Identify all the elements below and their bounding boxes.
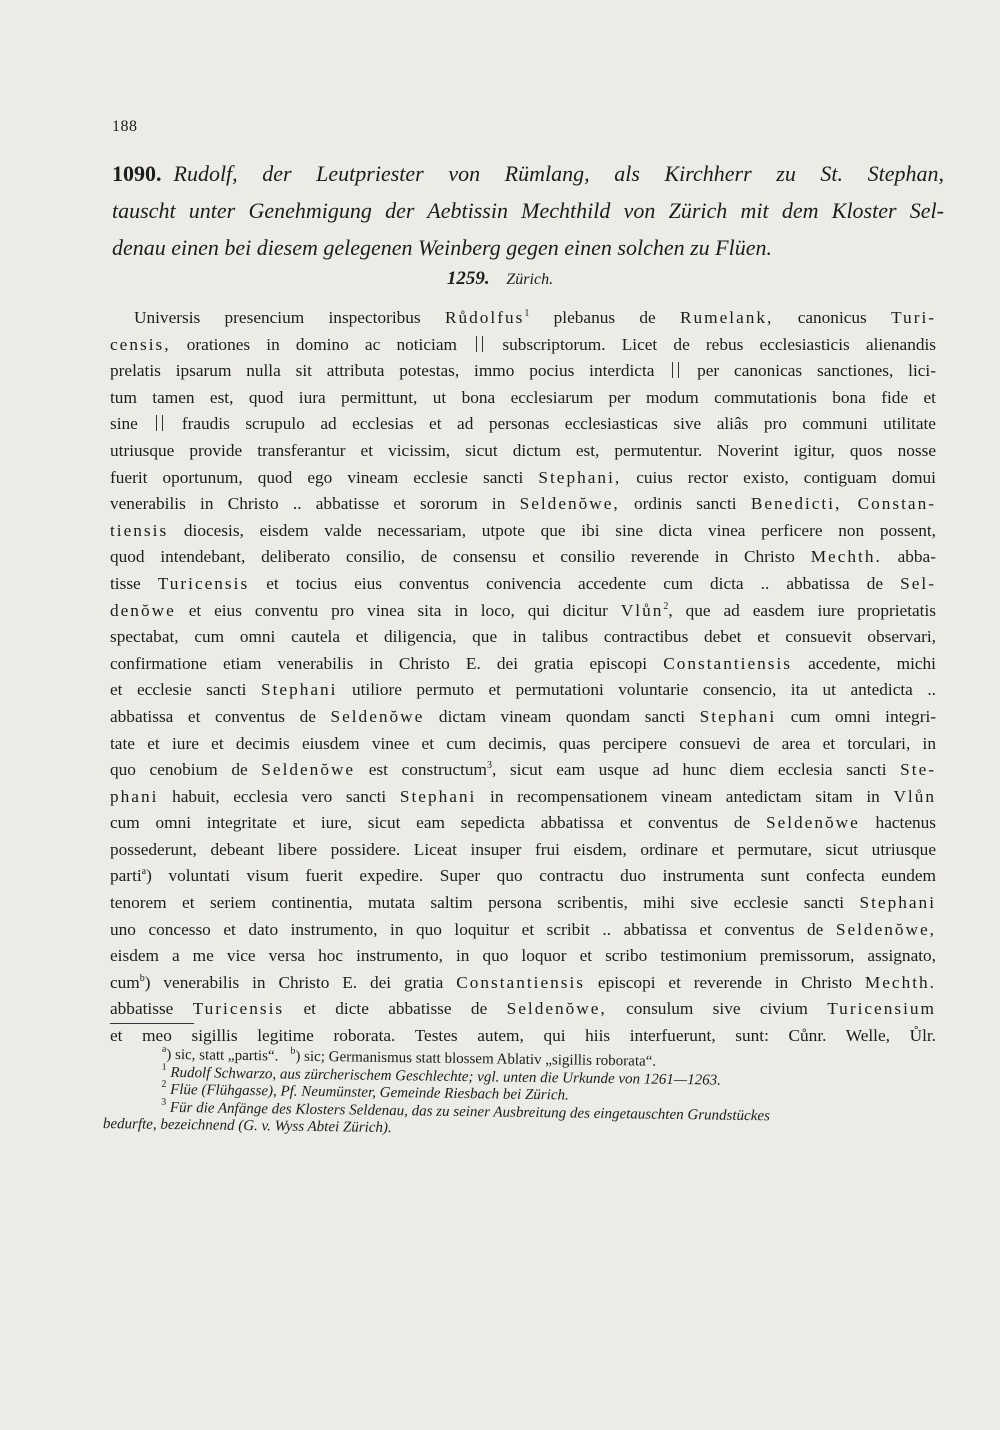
body-line xyxy=(110,677,936,704)
footnote-mark: 3 xyxy=(161,1096,167,1108)
body-line: tate et iure et decimis eiusdem vinee et cum decimis, quas percipere consuevi de area et torculari, in xyxy=(110,733,936,753)
body-line: et meo sigillis legitime roborata. Testes autem, qui hiis interfuerunt, sunt: Cůnr. Welle, Ůlr. xyxy=(110,1026,936,1046)
name-text: Sel- xyxy=(900,573,936,593)
body-text: ordinis sancti xyxy=(634,494,737,514)
body-line: utriusque provide transferantur et vicissim, sicut dictum est, permutentur. Noverint igitur, quos nosse xyxy=(110,440,936,460)
body-line xyxy=(110,757,936,784)
body-text: plebanus de xyxy=(553,308,656,327)
body-text: fuerit oportunum, quod ego vineam ecclesie sancti xyxy=(110,467,524,487)
dateline xyxy=(0,268,1000,290)
body-text: est constructum xyxy=(368,760,488,780)
body-line xyxy=(110,305,936,332)
page-number: 188 xyxy=(112,118,138,135)
document-heading xyxy=(112,155,944,266)
footnote-ref: 2 xyxy=(663,600,669,612)
body-text: orationes in domino ac noticiam xyxy=(186,334,457,354)
document-number: 1090. xyxy=(112,161,162,186)
body-text: et eius conventu pro vinea sita in loco, qui dicitur xyxy=(188,600,608,620)
body-text: per canonicas sanctiones, lici- xyxy=(697,361,936,381)
name-text: Rumelank, xyxy=(680,308,774,327)
name-text: Seldenŏwe, xyxy=(506,999,607,1019)
body-text: dictam vineam quondam sancti xyxy=(438,706,686,726)
body-text: consulum sive civium xyxy=(626,999,808,1019)
body-text: Universis presencium inspectoribus xyxy=(134,308,421,327)
name-text: phani xyxy=(110,786,159,806)
body-line: eisdem a me vice versa hoc instrumento, in quo loquor et scribo testimonium premissorum, assignato, xyxy=(110,946,936,966)
body-text: quo cenobium de xyxy=(110,760,248,780)
name-text: Stephani, xyxy=(538,467,622,487)
name-text: Stephani xyxy=(699,706,777,726)
footnote-text: bedurfte, bezeichnend (G. v. Wyss Abtei Zürich). xyxy=(102,1115,392,1137)
body-line xyxy=(110,358,936,385)
footnote-text: ) sic; Germanismus statt blossem Ablativ „sigillis roborata“. xyxy=(295,1048,657,1070)
line-break-mark xyxy=(156,415,163,431)
body-text: canonicus xyxy=(797,308,867,327)
body-text: et tocius eius conventus conivencia accedente cum dicta .. abbatissa de xyxy=(266,573,884,593)
heading-line-2: tauscht unter Genehmigung der Aebtissin Mechthild von Zürich mit dem Kloster Sel- xyxy=(112,198,944,223)
name-text: Turicensium xyxy=(827,999,936,1019)
name-text: Seldenŏwe xyxy=(765,813,860,833)
body-text: utiliore permuto et permutationi voluntarie consencio, ita ut antedicta .. xyxy=(351,680,936,700)
body-line xyxy=(110,465,936,492)
body-line xyxy=(110,332,936,359)
body-line xyxy=(110,810,936,837)
body-text: sine xyxy=(110,414,138,434)
body-text: abbatisse xyxy=(110,999,174,1019)
body-line xyxy=(110,996,936,1023)
body-line xyxy=(110,544,936,571)
name-text: Turicensis xyxy=(157,573,250,593)
name-text: Seldenŏwe xyxy=(261,760,356,780)
name-text: Benedicti, Constan- xyxy=(750,494,936,514)
footnote-divider xyxy=(110,1023,194,1024)
line-break-mark xyxy=(672,362,679,378)
body-line xyxy=(110,411,936,438)
body-line: possederunt, debeant libere possidere. Liceat insuper frui eisdem, ordinare et permutare, sicut utriusque xyxy=(110,839,936,859)
name-text: Seldenŏwe, xyxy=(519,494,620,514)
name-text: Turi- xyxy=(891,308,937,327)
body-text: accedente, michi xyxy=(808,653,936,673)
name-text: Ste- xyxy=(900,760,937,780)
body-text: ) voluntati visum fuerit expedire. Super quo contractu duo instrumenta sunt confecta eundem xyxy=(146,866,936,886)
body-text: in recompensationem vineam antedictam sitam in xyxy=(490,786,880,806)
body-text: cum xyxy=(110,972,140,992)
name-text: Turicensis xyxy=(192,999,285,1019)
footnote-mark: b xyxy=(290,1045,296,1057)
name-text: Vlůn xyxy=(893,786,936,806)
name-text: Seldenŏwe, xyxy=(835,919,936,939)
footnote-ref: 1 xyxy=(524,308,530,319)
footnote-ref: a xyxy=(141,866,147,878)
body-text: hactenus xyxy=(875,813,937,833)
footnote-ref: 3 xyxy=(487,760,493,772)
name-text: Růdolfus xyxy=(444,308,525,327)
body-line: tum tamen est, quod iura permittunt, ut bona ecclesiarum per modum commutationis bona fide et xyxy=(110,387,936,407)
body-text: abba- xyxy=(897,547,936,567)
body-line xyxy=(110,784,936,811)
body-line xyxy=(110,970,936,997)
footnote-mark: 2 xyxy=(161,1078,167,1090)
body-text: cum omni integri- xyxy=(790,706,937,726)
body-text: fraudis scrupulo ad ecclesias et ad personas ecclesiasticas sive aliâs pro communi utilitate xyxy=(181,414,936,434)
body-text: cum omni integritate et iure, sicut eam sepedicta abbatissa et conventus de xyxy=(110,813,751,833)
footnote-text: ) sic, statt „partis“. xyxy=(166,1046,279,1065)
name-text: Constantiensis xyxy=(663,653,793,673)
body-line xyxy=(110,598,936,625)
name-text: Mechth. xyxy=(810,547,882,567)
body-text: diocesis, eisdem valde necessariam, utpote que ibi sine dicta vinea perficere non possent, xyxy=(183,520,936,540)
name-text: tiensis xyxy=(110,520,169,540)
footnotes xyxy=(102,1043,944,1145)
body-text: , que ad easdem iure proprietatis xyxy=(668,600,936,620)
body-line xyxy=(110,890,936,917)
name-text: Vlůn xyxy=(620,600,664,620)
body-text: ) venerabilis in Christo E. dei gratia xyxy=(144,972,444,992)
footnote-text: Für die Anfänge des Klosters Seldenau, das zu seiner Ausbreitung des eingetauschten Grundstückes xyxy=(169,1099,771,1124)
name-text: denŏwe xyxy=(110,600,176,620)
body-text: venerabilis in Christo .. abbatisse et sororum in xyxy=(110,494,506,514)
name-text: Constantiensis xyxy=(456,972,586,992)
body-text: , sicut eam usque ad hunc diem ecclesia sancti xyxy=(492,760,887,780)
name-text: Mechth. xyxy=(864,972,936,992)
body-text: et dicte abbatisse de xyxy=(303,999,488,1019)
body-text: episcopi et reverende in Christo xyxy=(597,972,852,992)
body-line xyxy=(110,704,936,731)
body-line xyxy=(110,651,936,678)
heading-text-1: Rudolf, der Leutpriester von Rümlang, als Kirchherr zu St. Stephan, xyxy=(173,161,944,186)
body-text: tisse xyxy=(110,573,141,593)
name-text: Stephani xyxy=(399,786,477,806)
body-text: cuius rector existo, contiguam domui xyxy=(636,467,936,487)
body-text: parti xyxy=(110,866,142,886)
heading-line-3: denau einen bei diesem gelegenen Weinberg gegen einen solchen zu Flüen. xyxy=(112,235,772,260)
body-text: habuit, ecclesia vero sancti xyxy=(172,786,387,806)
footnote-mark: a xyxy=(161,1043,167,1055)
body-line xyxy=(110,491,936,518)
body-text: et ecclesie sancti xyxy=(110,680,247,700)
heading-line-1 xyxy=(112,155,944,192)
body-line xyxy=(110,917,936,944)
footnote-ref: b xyxy=(139,972,145,984)
body-text: abbatissa et conventus de xyxy=(110,706,316,726)
body-text: uno concesso et dato instrumento, in quo loquitur et scribit .. abbatissa et conventus de xyxy=(110,919,824,939)
body-text: confirmatione etiam venerabilis in Christo E. dei gratia episcopi xyxy=(110,653,648,673)
name-text: Seldenŏwe xyxy=(330,706,425,726)
body-line xyxy=(110,518,936,545)
body-line xyxy=(110,571,936,598)
footnote-text: Flüe (Flühgasse), Pf. Neumünster, Gemeinde Riesbach bei Zürich. xyxy=(170,1081,569,1104)
line-break-mark xyxy=(476,336,483,352)
name-text: censis, xyxy=(110,334,171,354)
charter-body xyxy=(110,305,936,1050)
body-text: tenorem et seriem continentia, mutata saltim persona scribentis, mihi sive ecclesie sancti xyxy=(110,893,845,913)
name-text: Stephani xyxy=(859,893,936,913)
body-line: spectabat, cum omni cautela et diligencia, que in talibus contractibus debet et consuevit observari, xyxy=(110,627,936,647)
dateline-place: Zürich. xyxy=(506,271,554,288)
dateline-year: 1259. xyxy=(446,268,490,289)
body-text: prelatis ipsarum nulla sit attributa potestas, immo pocius interdicta xyxy=(110,361,655,381)
body-line xyxy=(110,863,936,890)
name-text: Stephani xyxy=(260,680,338,700)
body-text: subscriptorum. Licet de rebus ecclesiasticis alienandis xyxy=(502,334,937,354)
body-text: quod intendebant, deliberato consilio, de consensu et consilio reverende in Christo xyxy=(110,547,795,567)
footnote-text: Rudolf Schwarzo, aus zürcherischem Geschlechte; vgl. unten die Urkunde von 1261—1263. xyxy=(170,1064,722,1089)
footnote-mark: 1 xyxy=(161,1061,167,1073)
